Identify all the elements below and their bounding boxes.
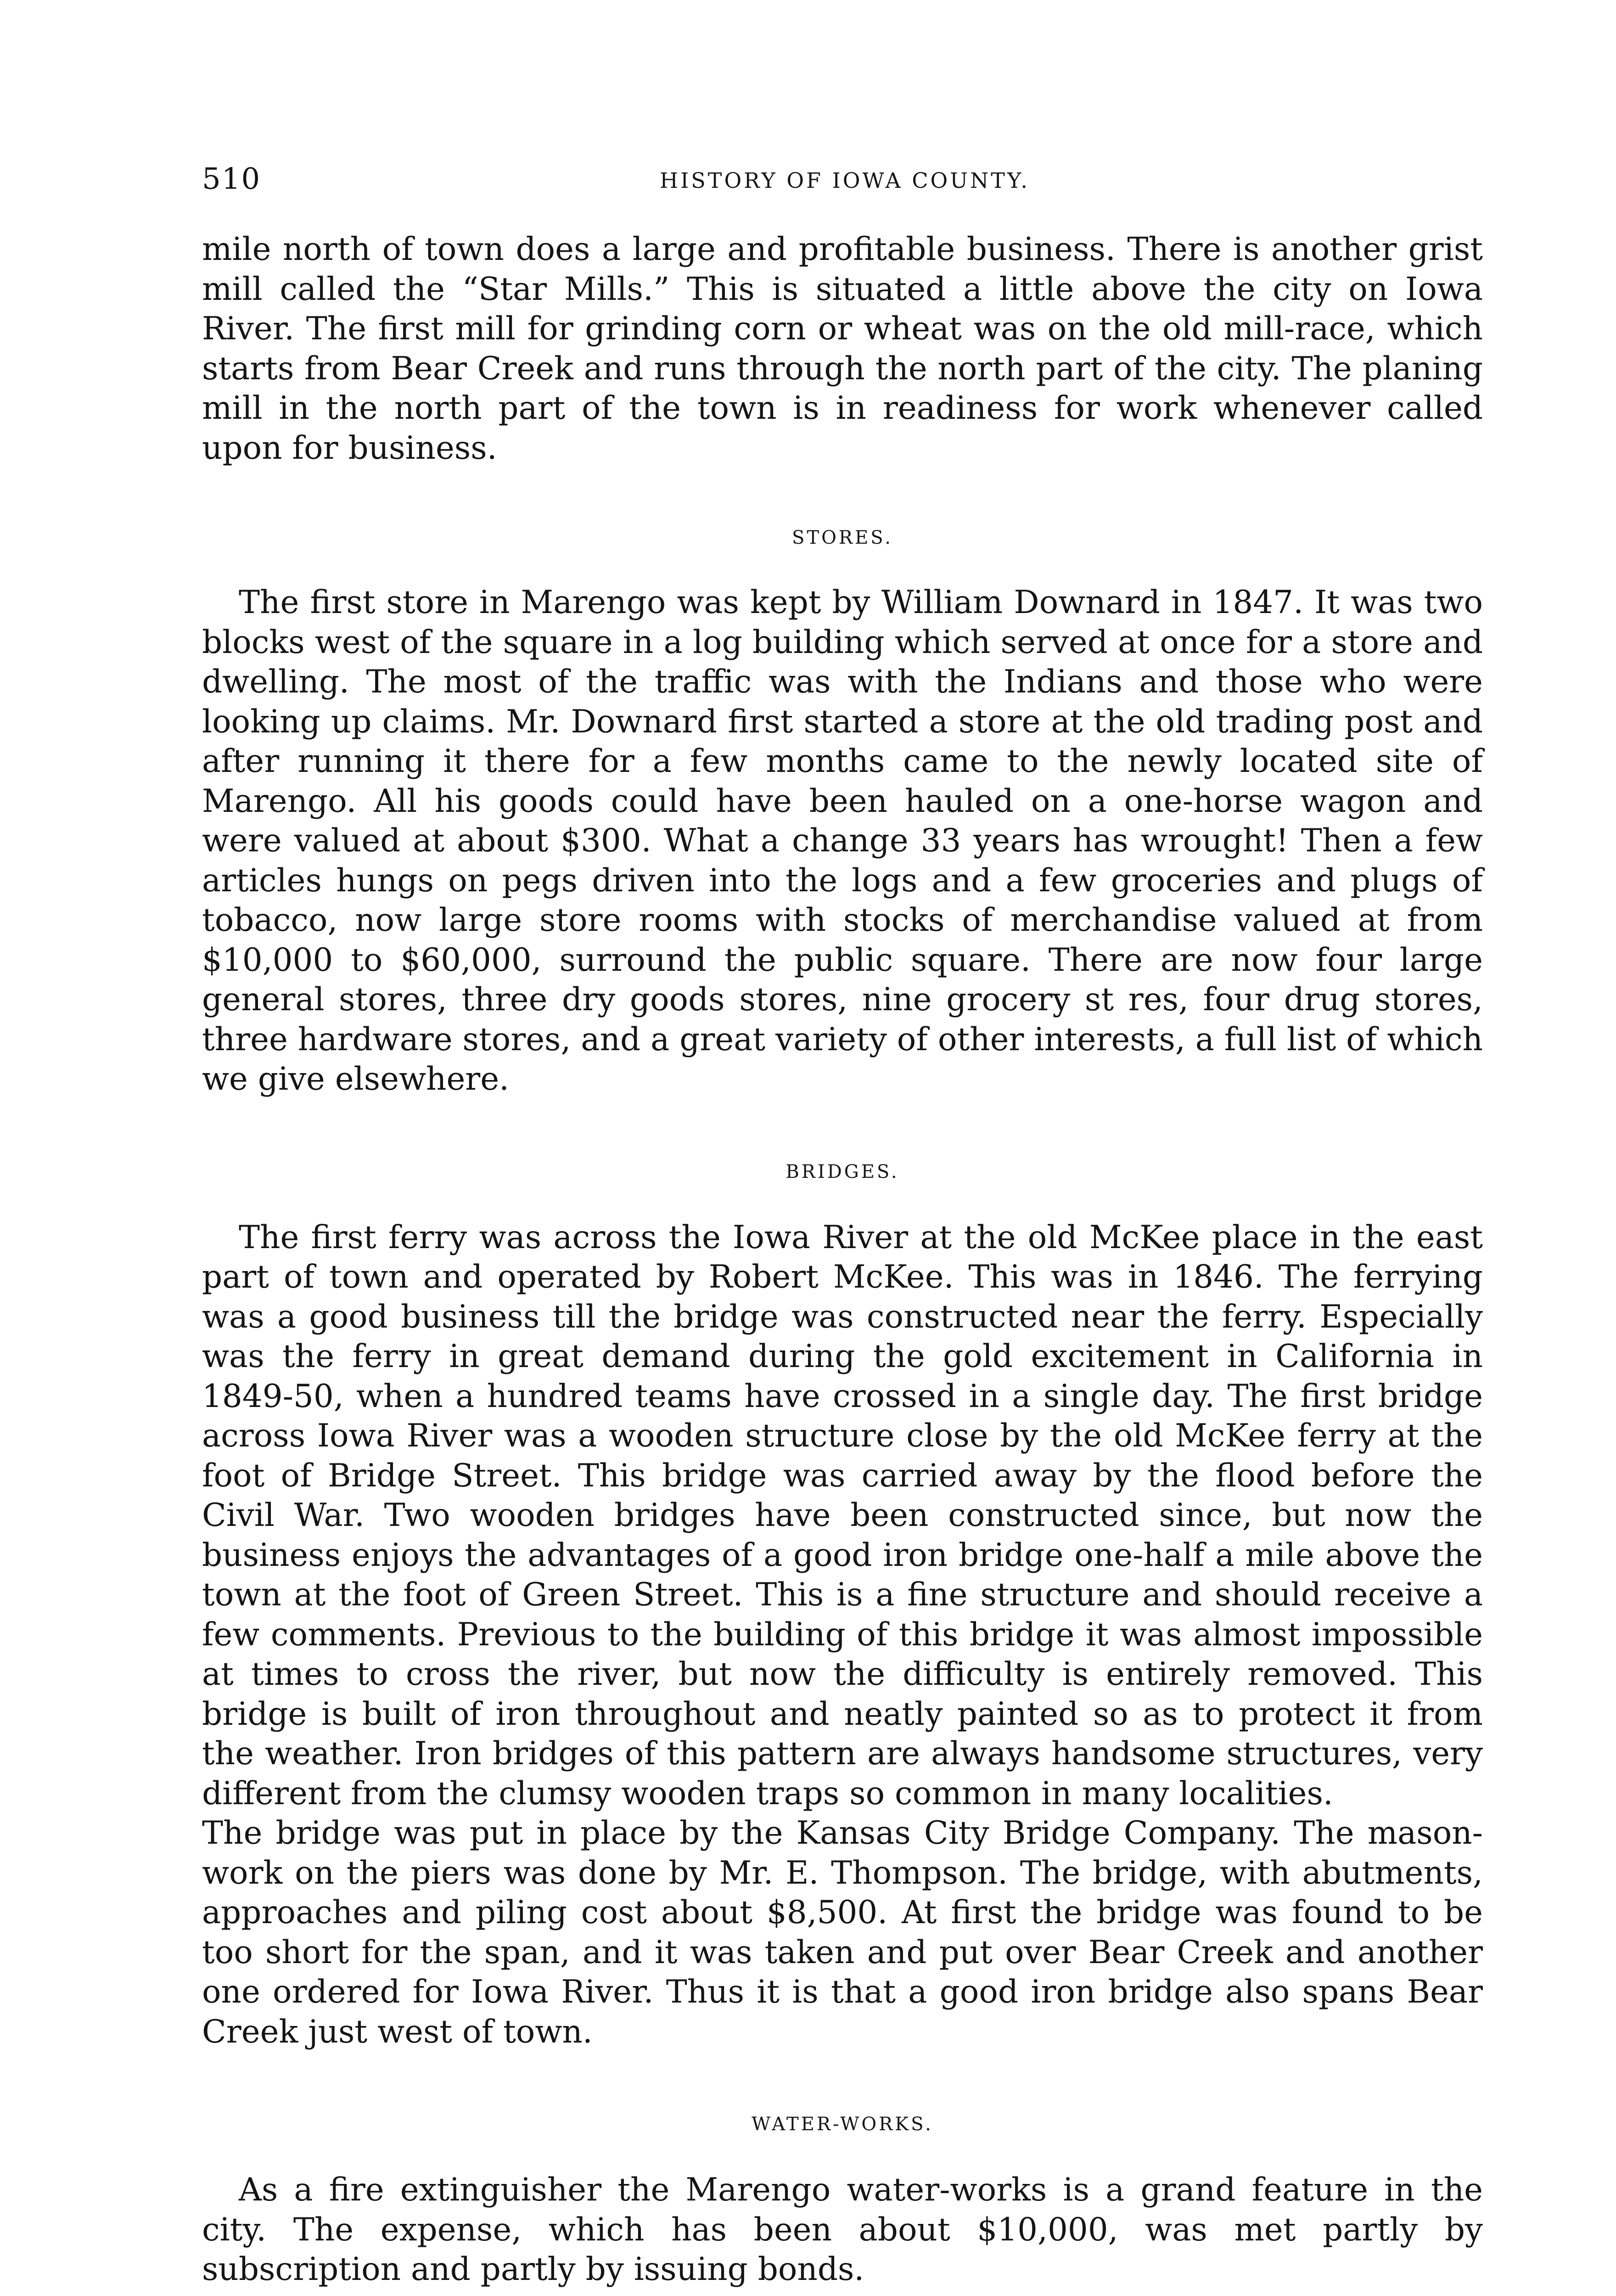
section-heading-stores: STORES.: [792, 527, 893, 548]
section-heading-water-works: WATER-WORKS.: [752, 2114, 933, 2135]
page-number: 510: [202, 162, 261, 196]
water-works-paragraph: As a fire extinguisher the Marengo water-works is a grand feature in the city. The expense, which has been about $10,000, was met partly by subscription and partly by issuing bonds.: [202, 2172, 1483, 2288]
page-body: [202, 230, 1483, 2290]
bridges-paragraph-2: The bridge was put in place by the Kansas City Bridge Company. The mason-work on the piers was done by Mr. E. Thompson. The bridge, with abutments, approaches and piling cost about $8,500. At first the bridge was found to be too short for the span, and it was taken and put over Bear Creek and another one ordered for Iowa River. Thus it is that a good iron bridge also spans Bear Creek just west of town.: [202, 1815, 1483, 2050]
bridges-paragraph-1: The first ferry was across the Iowa River at the old McKee place in the east part of town and operated by Robert McKee. This was in 1846. The ferrying was a good business till the bridge was constructed near the ferry. Especially was the ferry in great demand during the gold excitement in California in 1849-50, when a hundred teams have crossed in a single day. The first bridge across Iowa River was a wooden structure close by the old McKee ferry at the foot of Bridge Street. This bridge was carried away by the flood before the Civil War. Two wooden bridges have been constructed since, but now the business enjoys the advantages of a good iron bridge one-half a mile above the town at the foot of Green Street. This is a fine structure and should receive a few comments. Previous to the building of this bridge it was almost impossible at times to cross the river, but now the difficulty is entirely removed. This bridge is built of iron throughout and neatly painted so as to protect it from the weather. Iron bridges of this pattern are always handsome structures, very different from the clumsy wooden traps so common in many localities.: [202, 1219, 1483, 1812]
running-head: HISTORY OF IOWA COUNTY.: [659, 168, 1030, 193]
intro-paragraph: mile north of town does a large and profitable business. There is another grist mill called the “Star Mills.” This is situated a little above the city on Iowa River. The first mill for grinding corn or wheat was on the old mill-race, which starts from Bear Creek and runs through the north part of the city. The planing mill in the north part of the town is in readiness for work whenever called upon for business.: [202, 231, 1483, 467]
stores-paragraph: The first store in Marengo was kept by William Downard in 1847. It was two blocks west of the square in a log building which served at once for a store and dwelling. The most of the traffic was with the Indians and those who were looking up claims. Mr. Downard first started a store at the old trading post and after running it there for a few months came to the newly located site of Marengo. All his goods could have been hauled on a one-horse wagon and were valued at about $300. What a change 33 years has wrought! Then a few articles hungs on pegs driven into the logs and a few groceries and plugs of tobacco, now large store rooms with stocks of merchandise valued at from $10,000 to $60,000, surround the public square. There are now four large general stores, three dry goods stores, nine grocery st res, four drug stores, three hardware stores, and a great variety of other interests, a full list of which we give elsewhere.: [202, 584, 1483, 1097]
section-heading-bridges: BRIDGES.: [786, 1161, 899, 1182]
page-header: [202, 158, 1487, 200]
